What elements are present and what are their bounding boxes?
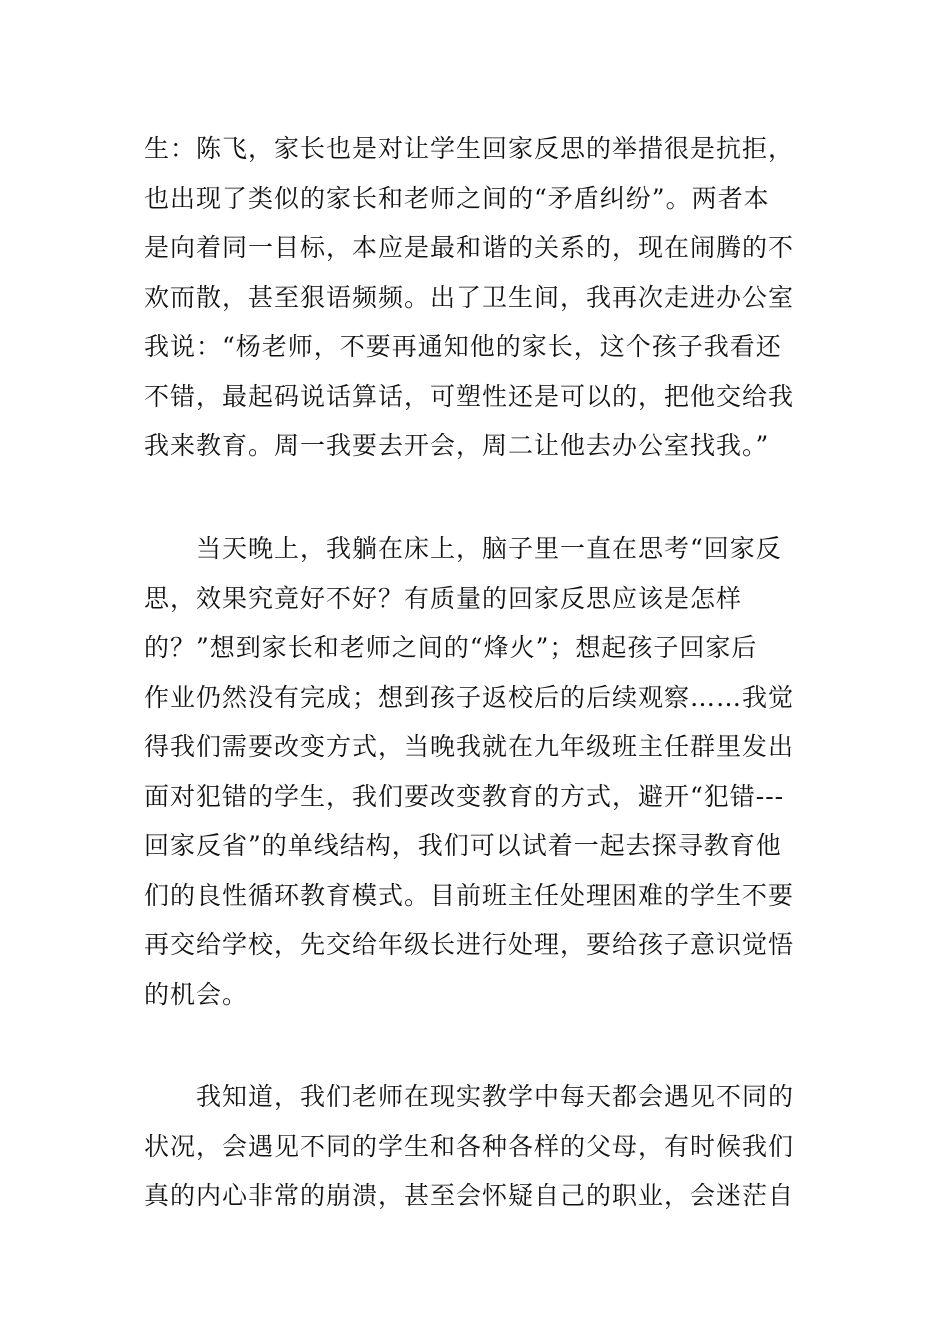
text-line: 的？”想到家长和老师之间的“烽火”；想起孩子回家后	[144, 633, 758, 662]
paragraph-3	[144, 1072, 824, 1221]
text-line: 作业仍然没有完成；想到孩子返校后的后续观察……我觉	[144, 682, 795, 712]
text-line: 真的内心非常的崩溃，甚至会怀疑自己的职业，会迷茫自	[144, 1181, 795, 1210]
paragraph-1	[144, 124, 824, 471]
text-line: 回家反省”的单线结构，我们可以试着一起去探寻教育他	[144, 831, 782, 860]
text-line: 是向着同一目标，本应是最和谐的关系的，现在闹腾的不	[144, 233, 795, 262]
text-line: 生：陈飞，家长也是对让学生回家反思的举措很是抗拒，	[144, 134, 795, 163]
text-line: 再交给学校，先交给年级长进行处理，要给孩子意识觉悟	[144, 930, 795, 959]
text-line: 当天晚上，我躺在床上，脑子里一直在思考“回家反	[144, 534, 782, 563]
text-line: 状况，会遇见不同的学生和各种各样的父母，有时候我们	[144, 1131, 795, 1161]
text-line: 也出现了类似的家长和老师之间的“矛盾纠纷”。两者本	[144, 183, 770, 213]
text-line: 我知道，我们老师在现实教学中每天都会遇见不同的	[144, 1082, 795, 1111]
text-line: 欢而散，甚至狠语频频。出了卫生间，我再次走进办公室	[144, 282, 795, 312]
text-line: 得我们需要改变方式，当晚我就在九年级班主任群里发出	[144, 732, 795, 761]
text-line: 的机会。	[144, 979, 249, 1009]
text-line: 不错，最起码说话算话，可塑性还是可以的，把他交给我	[144, 381, 795, 411]
text-line: 我说：“杨老师，不要再通知他的家长，这个孩子我看还	[144, 332, 782, 361]
text-line: 面对犯错的学生，我们要改变教育的方式，避开“犯错---	[144, 781, 785, 811]
paragraph-2	[144, 524, 824, 1019]
text-line: 们的良性循环教育模式。目前班主任处理困难的学生不要	[144, 880, 795, 910]
text-line: 我来教育。周一我要去开会，周二让他去办公室找我。”	[144, 431, 770, 460]
text-line: 思，效果究竟好不好？有质量的回家反思应该是怎样	[144, 583, 743, 613]
